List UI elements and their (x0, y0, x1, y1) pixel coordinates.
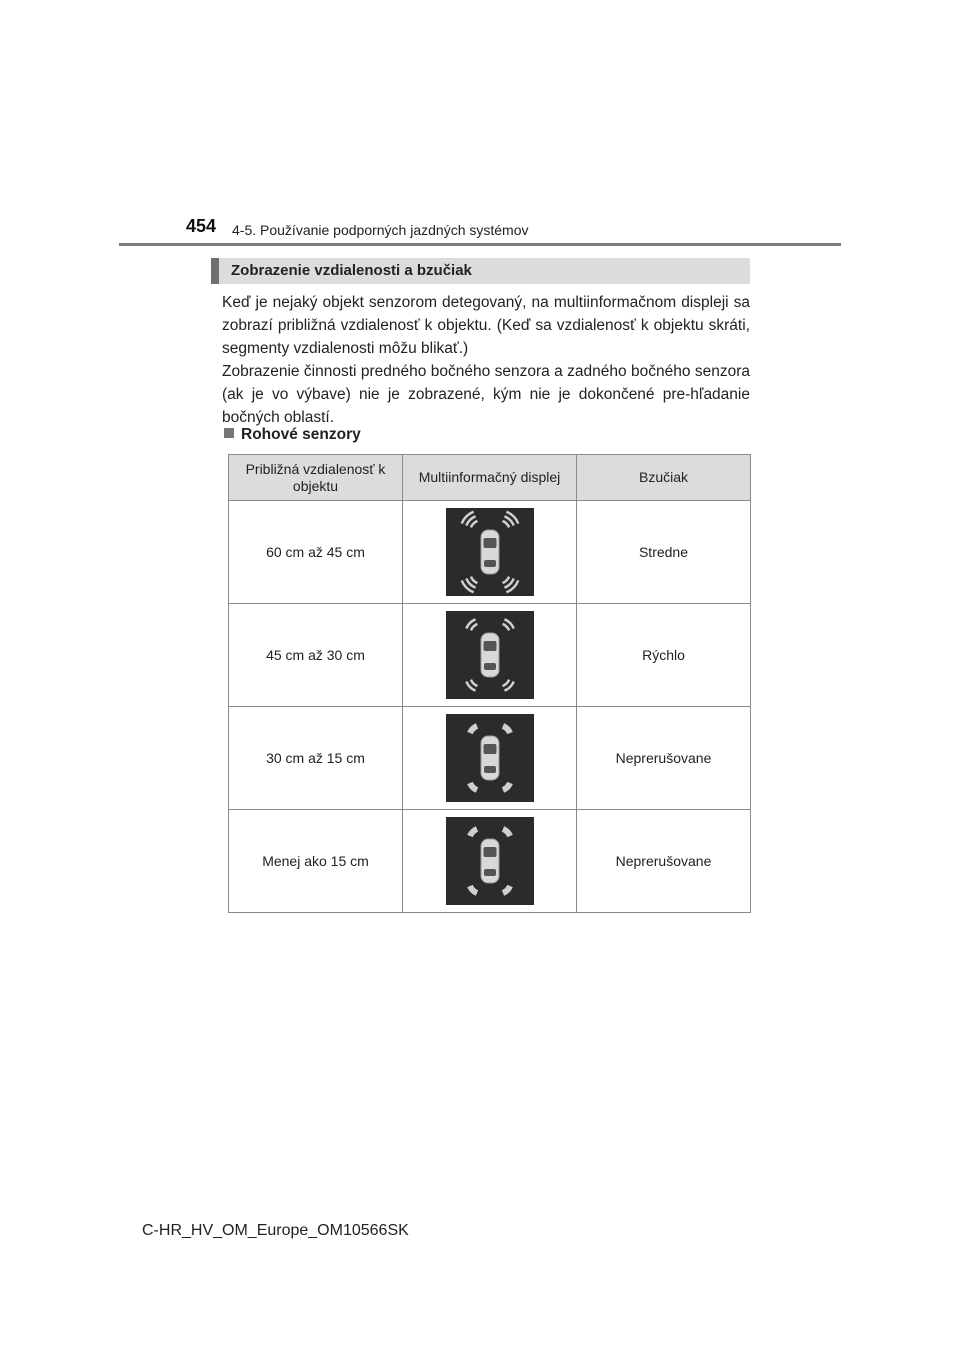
table-row (229, 501, 751, 604)
body-paragraph-1: Keď je nejaký objekt senzorom detegovaný, na multiinformačnom displeji sa zobrazí približná vzdialenosť k objektu. (Keď sa vzdialenosť k objektu skráti, segmenty vzdialenosti môžu blikať.) (222, 294, 750, 357)
header-distance-text: Približná vzdialenosť k objektu (245, 460, 386, 494)
buzzer-cell: Stredne (577, 501, 751, 604)
document-code: C-HR_HV_OM_Europe_OM10566SK (142, 1222, 409, 1239)
car-sensor-display-icon (446, 611, 534, 699)
display-cell (403, 707, 577, 810)
section-title: Zobrazenie vzdialenosti a bzučiak (231, 262, 472, 279)
buzzer-cell: Neprerušovane (577, 810, 751, 913)
header-buzzer: Bzučiak (577, 455, 751, 501)
buzzer-cell: Rýchlo (577, 604, 751, 707)
distance-cell: Menej ako 15 cm (229, 810, 403, 913)
page-number: 454 (186, 216, 217, 236)
car-sensor-display-icon (446, 817, 534, 905)
header-distance (229, 455, 403, 501)
square-bullet-icon (224, 428, 234, 438)
table-row (229, 707, 751, 810)
buzzer-cell: Neprerušovane (577, 707, 751, 810)
distance-cell: 60 cm až 45 cm (229, 501, 403, 604)
distance-table (228, 454, 751, 913)
display-cell (403, 604, 577, 707)
distance-cell: 45 cm až 30 cm (229, 604, 403, 707)
section-heading-bar (211, 258, 750, 284)
table-row (229, 810, 751, 913)
chapter-title: 4-5. Používanie podporných jazdných systémov (232, 222, 529, 238)
table-row (229, 604, 751, 707)
display-cell (403, 501, 577, 604)
body-text (222, 291, 750, 429)
subheading-corner-sensors (224, 426, 361, 444)
body-paragraph-2: Zobrazenie činnosti predného bočného senzora a zadného bočného senzora (ak je vo výbave) nie je zobrazené, kým nie je dokončené pre-hľadanie bočných oblastí. (222, 363, 750, 426)
header-display: Multiinformačný displej (403, 455, 577, 501)
distance-cell: 30 cm až 15 cm (229, 707, 403, 810)
table-header-row (229, 455, 751, 501)
car-sensor-display-icon (446, 508, 534, 596)
car-sensor-display-icon (446, 714, 534, 802)
subheading-text: Rohové senzory (241, 426, 361, 443)
header-rule (119, 243, 841, 246)
display-cell (403, 810, 577, 913)
